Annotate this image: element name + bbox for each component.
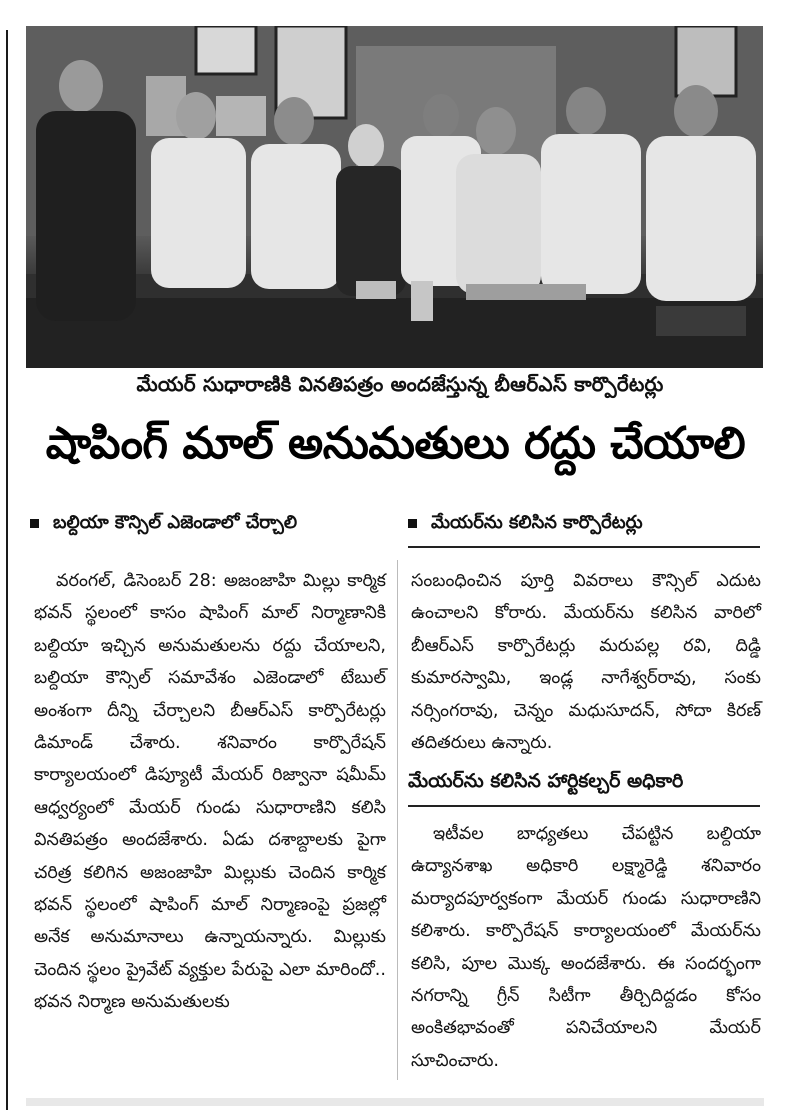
left-column-rule xyxy=(6,30,8,1110)
story2-heading-underline xyxy=(408,805,760,807)
subhead-2-text: మేయర్‌ను కలిసిన కార్పొరేటర్లు xyxy=(431,512,643,533)
bottom-strip xyxy=(26,1098,764,1106)
headline: షాపింగ్ మాల్ అనుమతులు రద్దు చేయాలి xyxy=(45,418,746,469)
subhead-underline xyxy=(408,546,760,548)
subhead-1-text: బల్దియా కౌన్సిల్ ఎజెండాలో చేర్చాలి xyxy=(53,512,298,533)
subhead-1 xyxy=(30,512,297,537)
news-photo xyxy=(26,26,763,368)
story2-body: ఇటీవల బాధ్యతలు చేపట్టిన బల్దియా ఉద్యానశాఖ అధికారి లక్ష్మారెడ్డి శనివారం మర్యాదపూర్వకంగా మేయర్ గుండు సుధారాణిని కలిశారు. కార్పొరేషన్ కార్యాలయంలో మేయర్‌ను కలిసి, పూల మొక్క అందజేశారు. ఈ సందర్భంగా నగరాన్ని గ్రీన్ సిటీగా తీర్చిదిద్దడం కోసం అంకితభావంతో పనిచేయాలని మేయర్ సూచించారు. xyxy=(411,824,761,1071)
column-divider xyxy=(397,560,398,1080)
story2-heading: మేయర్‌ను కలిసిన హార్టికల్చర్ అధికారి xyxy=(408,770,684,792)
story-column-2-top xyxy=(411,565,761,759)
bullet-icon xyxy=(408,519,417,528)
story1-continued: సంబంధించిన పూర్తి వివరాలు కౌన్సిల్ ఎదుట ఉంచాలని కోరారు. మేయర్‌ను కలిసిన వారిలో బీఆర్ఎస్ కార్పొరేటర్లు మరుపల్ల రవి, దిడ్డి కుమారస్వామి, ఇండ్ల నాగేశ్వర్‌రావు, సంకు నర్సింగరావు, చెన్నం మధుసూదన్, సోదా కిరణ్ తదితరులు ఉన్నారు. xyxy=(411,571,761,754)
story-column-2-bottom xyxy=(411,818,761,1077)
photo-caption: మేయర్ సుధారాణికి వినతిపత్రం అందజేస్తున్న బీఆర్ఎస్ కార్పొరేటర్లు xyxy=(136,372,664,396)
story-column-1 xyxy=(34,565,386,1019)
bullet-icon xyxy=(30,519,39,528)
story1-body: వరంగల్, డిసెంబర్ 28: అజంజాహి మిల్లు కార్మిక భవన్ స్థలంలో కాసం షాపింగ్ మాల్ నిర్మాణానికి బల్దియా ఇచ్చిన అనుమతులను రద్దు చేయాలని, బల్దియా కౌన్సిల్ సమావేశం ఎజెండాలో టేబుల్ అంశంగా దీన్ని చేర్చాలని బీఆర్ఎస్ కార్పొరేటర్లు డిమాండ్ చేశారు. శనివారం కార్పొరేషన్ కార్యాలయంలో డిప్యూటీ మేయర్ రిజ్వానా షమీమ్ ఆధ్వర్యంలో మేయర్ గుండు సుధారాణిని కలిసి వినతిపత్రం అందజేశారు. ఏడు దశాబ్దాలకు పైగా చరిత్ర కలిగిన అజంజాహి మిల్లుకు చెందిన కార్మిక భవన్ స్థలంలో షాపింగ్ మాల్ నిర్మాణంపై ప్రజల్లో అనేక అనుమానాలు ఉన్నాయన్నారు. మిల్లుకు చెందిన స్థలం ప్రైవేట్ వ్యక్తుల పేరుపై ఎలా మారిందో.. భవన నిర్మాణ అనుమతులకు xyxy=(34,571,386,1013)
subhead-2 xyxy=(408,512,643,537)
photo-illustration xyxy=(26,26,763,368)
